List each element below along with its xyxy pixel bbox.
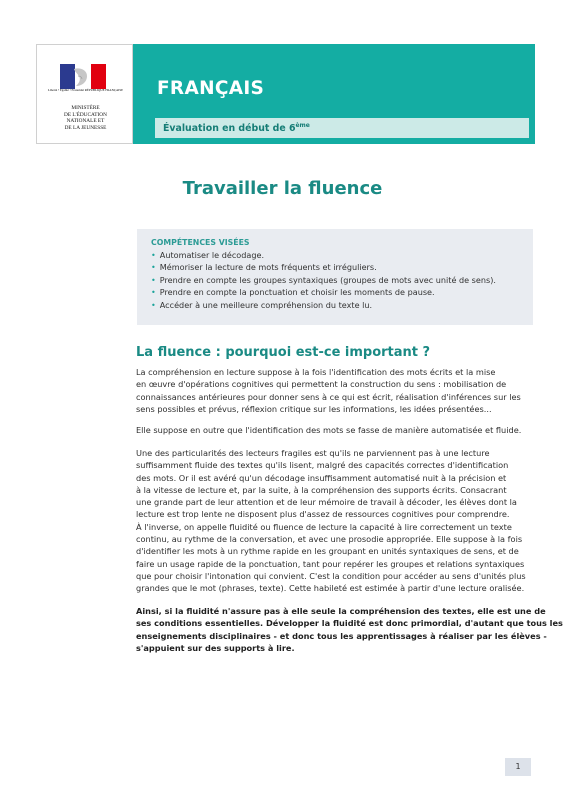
marianne-logo-icon xyxy=(60,64,106,89)
ministry-logo-block xyxy=(36,44,133,144)
page-number: 1 xyxy=(505,758,531,776)
page-title: Travailler la fluence xyxy=(182,178,383,199)
evaluation-superscript: ème xyxy=(295,122,310,129)
subject-title: FRANÇAIS xyxy=(157,78,265,99)
section-heading: La fluence : pourquoi est-ce important ? xyxy=(136,345,431,360)
evaluation-label xyxy=(155,118,529,138)
competence-item: • Accéder à une meilleure compréhension du texte lu. xyxy=(151,299,496,311)
competences-box xyxy=(137,229,533,325)
evaluation-text: Évaluation en début de 6 xyxy=(163,123,296,135)
competence-item: • Prendre en compte les groupes syntaxiques (groupes de mots avec unité de sens). xyxy=(151,274,496,286)
ministry-name: MINISTÈRE DE L'ÉDUCATION NATIONALE ET DE LA JEUNESSE xyxy=(64,105,107,131)
competence-item: • Automatiser le décodage. xyxy=(151,249,496,261)
paragraph-1: La compréhension en lecture suppose à la fois l'identification des mots écrits et la mise en œuvre d'opérations cognitives qui permettent la construction du sens : mobilisation de connaissances antérieures pour donner sens à ce qui est écrit, réalisation d'inférences sur les sens possibles et prévus, réflexion critique sur les informations, les idées présentées... xyxy=(136,367,521,414)
paragraph-3: Une des particularités des lecteurs fragiles est qu'ils ne parviennent pas à une lecture suffisamment fluide des textes qu'ils lisent, malgré des capacités correctes d'identification des mots. Or il est avéré qu'un décodage insuffisamment automatisé nuit à la précision et à la vitesse de lecture et, par la suite, à la compréhension des supports écrits. Consacrant une grande part de leur attention et de leur mémoire de travail à décoder, les élèves dont la lecture est trop lente ne disposent plus d'assez de ressources cognitives pour comprendre. À l'inverse, on appelle fluidité ou fluence de lecture la capacité à lire correctement un texte continu, au rythme de la conversation, et avec une prosodie appropriée. Elle suppose à la fois d'identifier les mots à un rythme rapide en les groupant en unités syntaxiques de sens, et de faire un usage rapide de la ponctuation, tant pour repérer les groupes et relations syntaxiques que pour choisir l'intonation qui convient. C'est la condition pour accéder au sens d'unités plus grandes que le mot (phrases, texte). Cette habileté est estimée à partir d'une lecture oralisée. xyxy=(136,448,526,594)
competence-item: • Prendre en compte la ponctuation et choisir les moments de pause. xyxy=(151,286,496,298)
competences-list xyxy=(151,249,496,311)
paragraph-2: Elle suppose en outre que l'identification des mots se fasse de manière automatisée et fluide. xyxy=(136,425,522,435)
competences-heading: COMPÉTENCES VISÉES xyxy=(151,238,250,247)
paragraph-conclusion: Ainsi, si la fluidité n'assure pas à elle seule la compréhension des textes, elle est une de ses conditions essentielles. Développer la fluidité est donc primordial, d'autant que tous les enseignements disciplinaires - et donc tous les apprentissages à réaliser par les élèves - s'appuient sur des supports à lire. xyxy=(136,606,563,653)
document-header xyxy=(36,44,535,144)
republique-caption: Liberté • Égalité • Fraternité RÉPUBLIQUE FRANÇAISE xyxy=(47,88,124,92)
competence-item: • Mémoriser la lecture de mots fréquents et irréguliers. xyxy=(151,261,496,273)
subject-banner xyxy=(133,44,535,144)
